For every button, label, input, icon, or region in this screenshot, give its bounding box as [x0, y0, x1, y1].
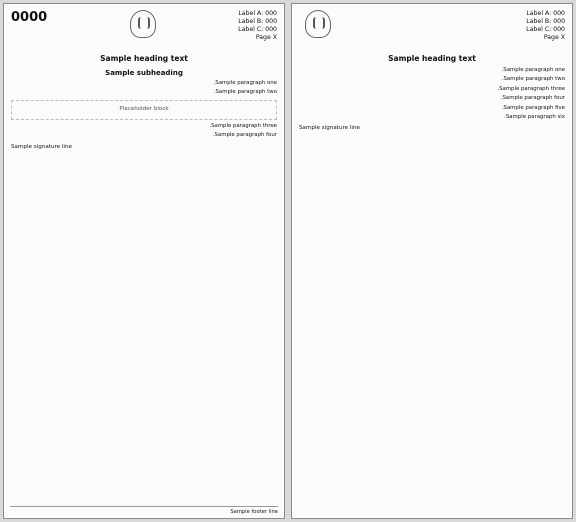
right-paragraph-2: Sample paragraph two. [501, 76, 565, 83]
left-paragraph-3: Sample paragraph three. [209, 122, 277, 129]
left-meta-line-2: Label B: 000 [238, 18, 277, 25]
left-page-header [11, 10, 277, 52]
right-paragraph-5: Sample paragraph five. [501, 104, 565, 111]
right-signature: Sample signature line [299, 125, 360, 132]
right-paragraph-1: Sample paragraph one. [501, 67, 565, 73]
left-meta-line-3: Label C: 000 [238, 26, 277, 33]
right-meta-line-2: Label B: 000 [526, 18, 565, 25]
left-paragraph-4: Sample paragraph four. [212, 132, 277, 139]
emblem-icon [305, 10, 331, 38]
right-paragraph-6: Sample paragraph six. [504, 114, 565, 121]
right-page-header [299, 10, 565, 52]
right-page-meta [526, 10, 565, 42]
left-paragraph-1: Sample paragraph one. [213, 80, 277, 86]
left-meta-line-1: Label A: 000 [238, 10, 277, 17]
right-meta-line-3: Label C: 000 [526, 26, 565, 33]
left-doc-number: 0000 [11, 10, 48, 25]
left-page-marker: Page X [255, 34, 277, 41]
right-paragraph-4: Sample paragraph four. [500, 95, 565, 102]
right-page-title: Sample heading text [388, 54, 476, 63]
left-page-subtitle: Sample subheading [105, 69, 183, 77]
left-doc-number-block [11, 10, 47, 25]
left-page-meta [238, 10, 277, 42]
left-page-body [11, 80, 277, 142]
left-footer: Sample footer line [10, 506, 278, 515]
left-signature: Sample signature line [11, 143, 72, 150]
left-page [3, 3, 285, 519]
right-page-body [299, 67, 565, 123]
left-placeholder-band: Placeholder block [11, 100, 277, 120]
right-paragraph-3: Sample paragraph three. [497, 85, 565, 92]
left-paragraph-2: Sample paragraph two. [213, 89, 277, 96]
left-page-title: Sample heading text [100, 54, 188, 63]
right-page-marker: Page X [543, 34, 565, 41]
right-page [291, 3, 573, 519]
emblem-icon [130, 10, 156, 38]
right-meta-line-1: Label A: 000 [526, 10, 565, 17]
